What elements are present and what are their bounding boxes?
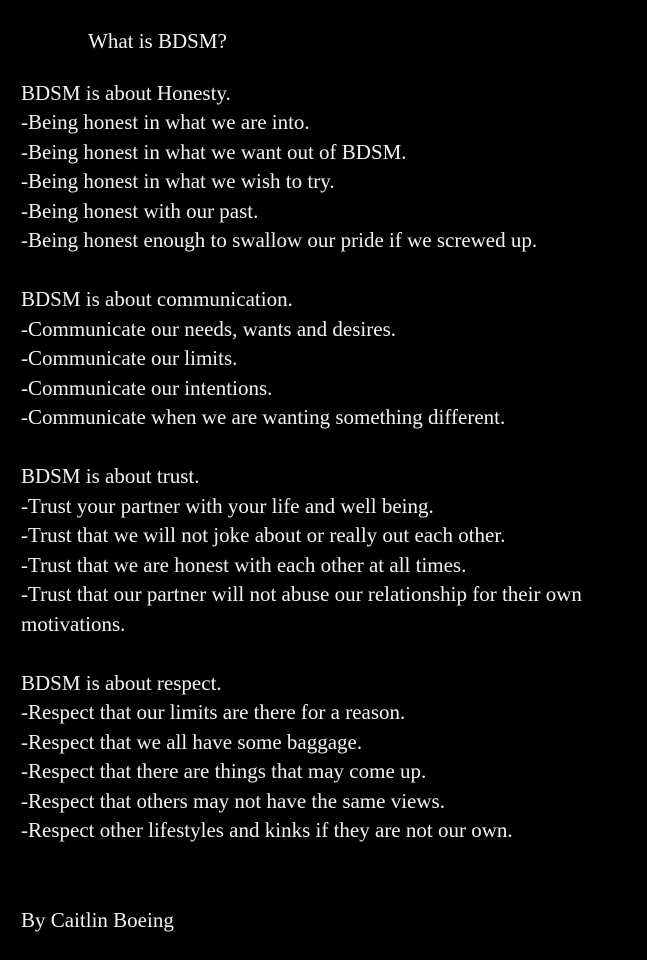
document-body [21,27,637,875]
section-heading: BDSM is about communication. [21,287,293,311]
section-heading: BDSM is about Honesty. [21,80,231,105]
list-item: -Being honest with our past. [21,198,259,223]
section-list [21,492,637,640]
list-item: -Respect that others may not have the same views. [21,788,445,813]
list-item: -Respect that our limits are there for a reason. [21,700,406,724]
list-item: -Trust your partner with your life and well being. [21,493,434,518]
list-item: -Being honest in what we want out of BDSM. [21,139,407,164]
section-communication [21,285,637,433]
section-trust [21,462,637,639]
author-credit: By Caitlin Boeing [21,908,174,932]
section-heading: BDSM is about respect. [21,670,222,695]
list-item: -Communicate our limits. [21,346,238,370]
list-item: -Communicate our needs, wants and desires. [21,316,396,341]
list-item: -Communicate our intentions. [21,375,273,400]
list-item: -Communicate when we are wanting something different. [21,405,506,429]
list-item: -Respect that we all have some baggage. [21,729,363,754]
section-list [21,698,637,846]
list-item: -Respect other lifestyles and kinks if they are not our own. [21,818,513,842]
list-item: -Respect that there are things that may come up. [21,759,427,783]
list-item: -Trust that we will not joke about or really out each other. [21,523,506,547]
list-item: -Trust that our partner will not abuse our relationship for their own motivations. [21,582,582,636]
section-list [21,315,637,433]
document-title: What is BDSM? [88,29,227,53]
list-item: -Being honest in what we are into. [21,110,310,134]
list-item: -Being honest in what we wish to try. [21,169,335,193]
list-item: -Being honest enough to swallow our pride if we screwed up. [21,228,538,252]
section-list [21,108,637,256]
section-honesty [21,79,637,256]
list-item: -Trust that we are honest with each other at all times. [21,552,467,577]
section-respect [21,669,637,846]
section-heading: BDSM is about trust. [21,464,200,488]
